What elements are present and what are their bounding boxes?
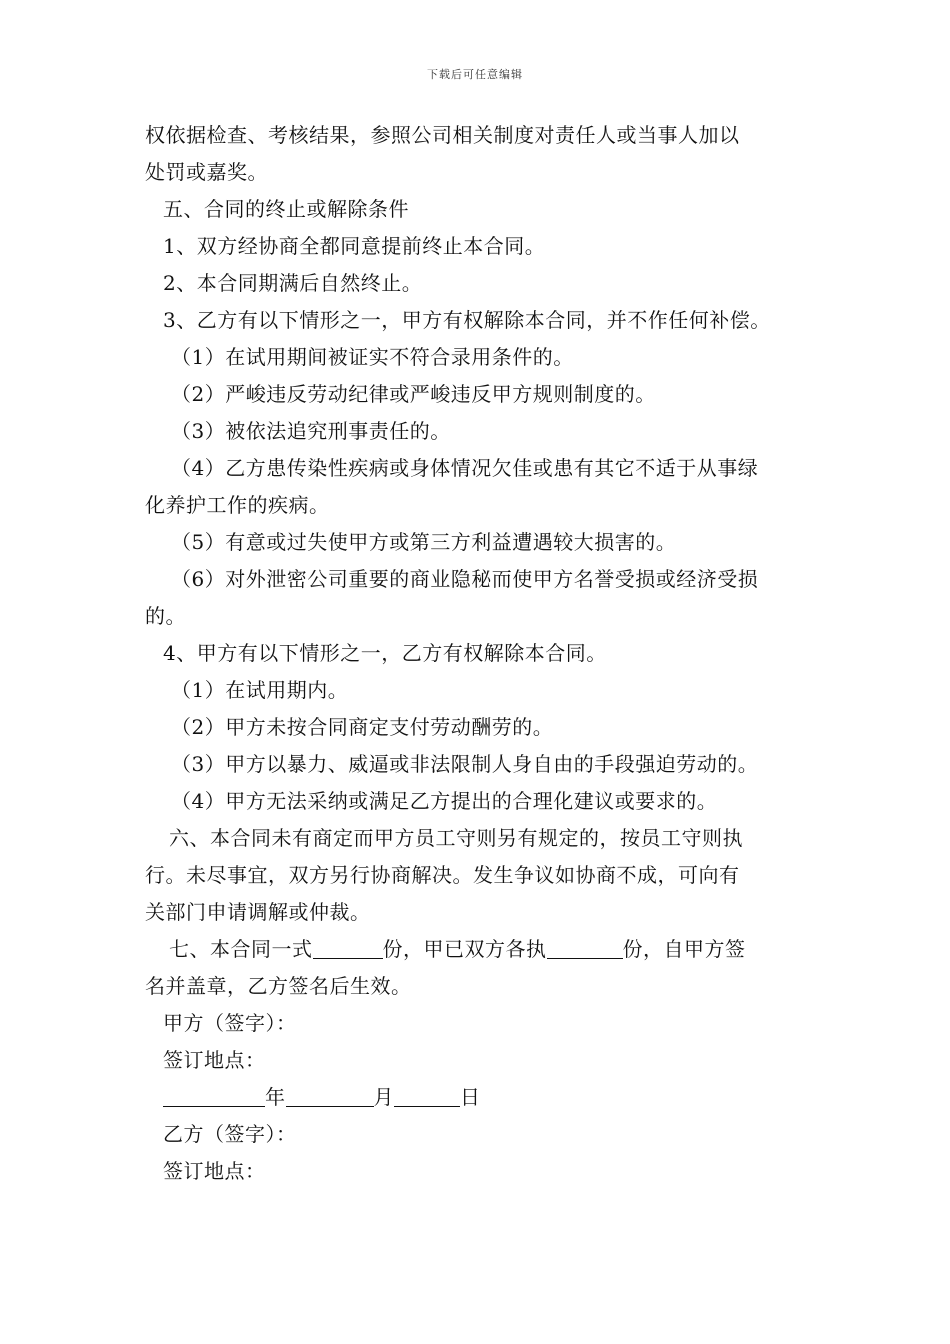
month-label: 月 xyxy=(373,1085,394,1109)
page-header: 下载后可任意编辑 xyxy=(427,68,523,81)
sub-clause-item: （2）甲方未按合同商定支付劳动酬劳的。 xyxy=(171,715,554,739)
year-blank[interactable] xyxy=(163,1084,265,1107)
clause-item: 3、乙方有以下情形之一，甲方有权解除本合同，并不作任何补偿。 xyxy=(163,308,771,332)
sub-clause-item: （4）甲方无法采纳或满足乙方提出的合理化建议或要求的。 xyxy=(171,789,718,813)
day-label: 日 xyxy=(460,1085,481,1109)
sub-clause-item: （2）严峻违反劳动纪律或严峻违反甲方规则制度的。 xyxy=(171,382,656,406)
date-line xyxy=(145,1079,815,1116)
year-label: 年 xyxy=(265,1085,286,1109)
paragraph-line: 权依据检查、考核结果，参照公司相关制度对责任人或当事人加以 xyxy=(145,123,740,147)
sub-clause-item: （1）在试用期内。 xyxy=(171,678,349,702)
section-heading: 六、本合同未有商定而甲方员工守则另有规定的，按员工守则执 xyxy=(169,826,743,850)
section-heading: 五、合同的终止或解除条件 xyxy=(163,197,409,221)
sub-clause-item: （6）对外泄密公司重要的商业隐秘而使甲方名誉受损或经济受损 xyxy=(171,567,759,591)
copies-text-1: 七、本合同一式 xyxy=(169,937,313,961)
copies-each-blank[interactable] xyxy=(547,936,623,959)
party-a-signature-label: 甲方（签字）： xyxy=(163,1011,297,1035)
party-a-location-label: 签订地点： xyxy=(163,1048,266,1072)
paragraph-line: 关部门申请调解或仲裁。 xyxy=(145,900,371,924)
sub-clause-item: （4）乙方患传染性疾病或身体情况欠佳或患有其它不适于从事绿 xyxy=(171,456,759,480)
party-b-location-label: 签订地点： xyxy=(163,1159,266,1183)
copies-total-blank[interactable] xyxy=(313,936,383,959)
paragraph-line: 名并盖章，乙方签名后生效。 xyxy=(145,974,412,998)
copies-text-3: 份，自甲方签 xyxy=(622,937,746,961)
clause-item: 1、双方经协商全都同意提前终止本合同。 xyxy=(163,234,546,258)
document-body xyxy=(145,117,815,1190)
paragraph-line: 处罚或嘉奖。 xyxy=(145,160,268,184)
clause-item: 4、甲方有以下情形之一，乙方有权解除本合同。 xyxy=(163,641,607,665)
paragraph-line: 的。 xyxy=(145,604,186,628)
paragraph-line: 行。未尽事宜，双方另行协商解决。发生争议如协商不成，可向有 xyxy=(145,863,740,887)
clause-item: 2、本合同期满后自然终止。 xyxy=(163,271,423,295)
day-blank[interactable] xyxy=(394,1084,460,1107)
sub-clause-item: （1）在试用期间被证实不符合录用条件的。 xyxy=(171,345,574,369)
sub-clause-item: （3）被依法追究刑事责任的。 xyxy=(171,419,451,443)
copies-line xyxy=(145,931,815,968)
month-blank[interactable] xyxy=(286,1084,374,1107)
copies-text-2: 份，甲已双方各执 xyxy=(382,937,547,961)
party-b-signature-label: 乙方（签字）： xyxy=(163,1122,297,1146)
sub-clause-item: （3）甲方以暴力、威逼或非法限制人身自由的手段强迫劳动的。 xyxy=(171,752,759,776)
sub-clause-item: （5）有意或过失使甲方或第三方利益遭遇较大损害的。 xyxy=(171,530,677,554)
paragraph-line: 化养护工作的疾病。 xyxy=(145,493,330,517)
